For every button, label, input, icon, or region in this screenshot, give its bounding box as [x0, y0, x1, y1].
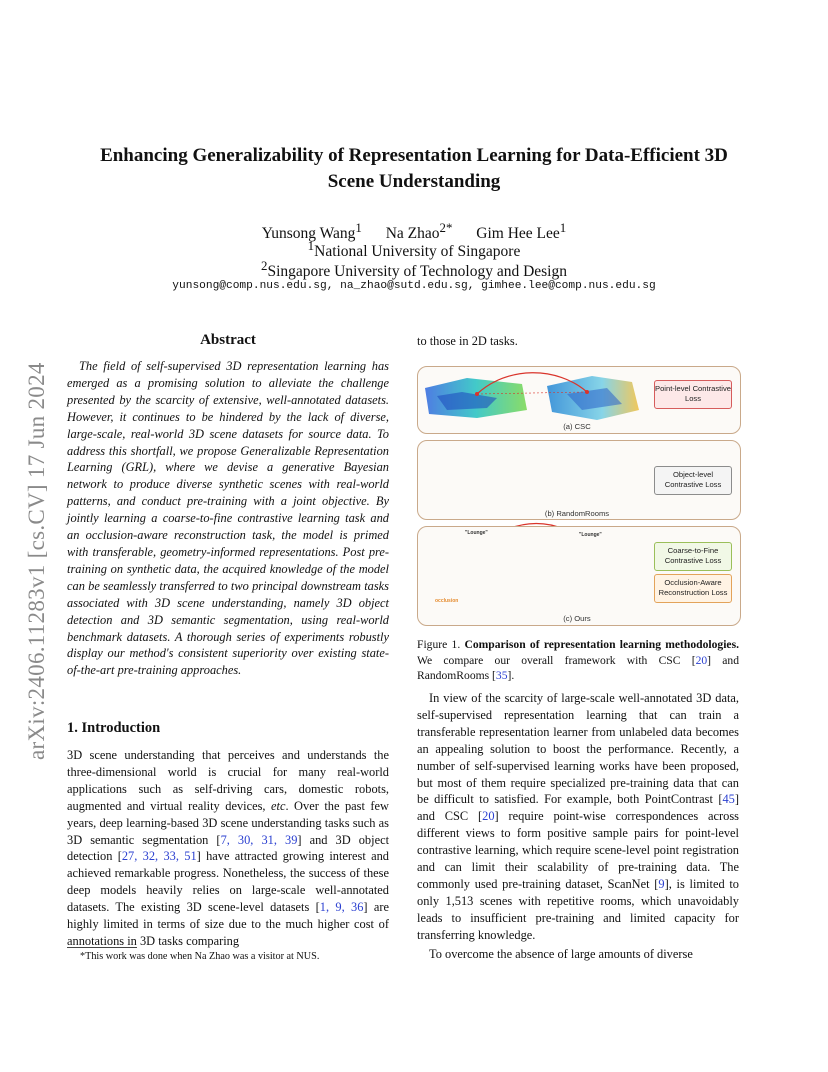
citation-link[interactable]: 27, 32, 33, 51	[121, 849, 197, 864]
author-3: Gim Hee Lee$^1$	[476, 220, 567, 243]
citation-link[interactable]: 35	[495, 669, 508, 682]
intro-paragraph: 3D scene understanding that perceives and understands the three-dimensional world is crucial for many real-world applications such as self-driving cars, domestic robots, augmented and virtual reality devices, etc. Over the past few years, deep learning-based 3D scene understanding tasks such as 3D semantic segmentation [7, 30, 31, 39] and 3D object detection [27, 32, 33, 51] have attracted growing interest and achieved remarkable progress. Nonetheless, the success of these deep models heavily relies on large-scale well-annotated datasets. The existing 3D scene-level datasets [1, 9, 36] are highly limited in terms of size due to the much higher cost of annotations in 3D tasks comparing	[67, 748, 390, 948]
citation-link[interactable]: 1, 9, 36	[319, 900, 364, 915]
panel-label-randomrooms: (b) RandomRooms	[544, 509, 610, 518]
arxiv-stamp: arXiv:2406.11283v1 [cs.CV] 17 Jun 2024	[24, 362, 49, 760]
citation-link[interactable]: 7, 30, 31, 39	[220, 832, 298, 847]
abstract-heading: Abstract	[200, 332, 256, 348]
author-emails: yunsong@comp.nus.edu.sg, na_zhao@sutd.edu.sg, gimhee.lee@comp.nus.edu.sg	[172, 280, 656, 292]
occlusion-tag: occlusion	[435, 598, 459, 604]
footnote-rule	[67, 947, 137, 948]
figure-1	[417, 366, 739, 624]
title-line-1: Enhancing Generalizability of Representation Learning for Data-Efficient 3D	[100, 145, 728, 166]
author-1: Yunsong Wang$^1$	[261, 220, 362, 243]
citation-link[interactable]: 20	[482, 809, 495, 824]
author-2: Na Zhao$^{2*}$	[385, 220, 453, 243]
citation-link[interactable]: 20	[695, 653, 708, 667]
affiliation-1: $^1$National University of Singapore	[307, 238, 521, 261]
correspondence-point	[585, 390, 589, 394]
paper-title	[70, 143, 758, 195]
occlusion-aware-loss-box: Occlusion-Aware Reconstruction Loss	[654, 574, 732, 603]
citation-link[interactable]: 9	[658, 876, 665, 891]
footnote: *This work was done when Na Zhao was a visitor at NUS.	[80, 951, 320, 962]
correspondence-point	[475, 392, 479, 396]
point-level-loss-box: Point-level Contrastive Loss	[654, 380, 732, 409]
panel-label-csc: (a) CSC	[563, 422, 591, 431]
figure-caption: Figure 1. Comparison of representation learning methodologies. We compare our overall framework with CSC [20] and RandomRooms [35].	[417, 638, 740, 682]
scene-tag: "Lounge"	[465, 530, 488, 536]
right-paragraph-1: In view of the scarcity of large-scale well-annotated 3D data, self-supervised representation learning that can train a transferable representation learner from unlabeled data becomes an appealing solution to boost the performance. Recently, a number of self-supervised learning works have been proposed, but most of them require specialized pre-training data that can be difficult to satisfied. For example, both PointContrast [45] and CSC [20] require point-wise correspondences across different views to form positive sample pairs for point-level contrastive learning, which require scene-level point registration and can limit their scalability of pre-training data. The commonly used pre-training dataset, ScanNet [9], is limited to only 1,513 scenes with repetitive rooms, which unavoidably leads to insufficient pre-training and limited capacity for transferring knowledge.	[417, 691, 739, 942]
right-column-top-text: to those in 2D tasks.	[417, 334, 518, 348]
title-line-2: Scene Understanding	[327, 171, 501, 192]
intro-heading: 1. Introduction	[67, 720, 161, 736]
coarse-to-fine-loss-box: Coarse-to-Fine Contrastive Loss	[654, 542, 732, 571]
panel-label-ours: (c) Ours	[563, 614, 591, 623]
abstract-text: The field of self-supervised 3D representation learning has emerged as a promising solution to alleviate the challenge presented by the scarcity of extensive, well-annotated datasets. However, it continues to be hindered by the lack of diverse, large-scale, real-world 3D scene datasets for source data. To address this shortfall, we propose Generalizable Representation Learning (GRL), where we devise a generative Bayesian network to produce diverse synthetic scenes with real-world patterns, and conduct pre-training with a joint objective. By jointly learning a coarse-to-fine contrastive learning task and an occlusion-aware reconstruction task, the model is primed with transferable, geometry-informed representations. Post pre-training on synthetic data, the acquired knowledge of the model can be seamlessly transferred to two principal downstream tasks associated with 3D scene understanding, namely 3D object detection and 3D semantic segmentation, using real-world benchmark datasets. A thorough series of experiments robustly display our method's consistent superiority over existing state-of-the-art pre-training approaches.	[67, 359, 389, 678]
affiliation-2: $^2$Singapore University of Technology and Design	[261, 258, 567, 281]
object-level-loss-box: Object-level Contrastive Loss	[654, 466, 732, 495]
citation-link[interactable]: 45	[722, 792, 735, 807]
right-paragraph-2: To overcome the absence of large amounts of diverse	[429, 947, 693, 961]
scene-tag: "Lounge"	[579, 532, 602, 538]
